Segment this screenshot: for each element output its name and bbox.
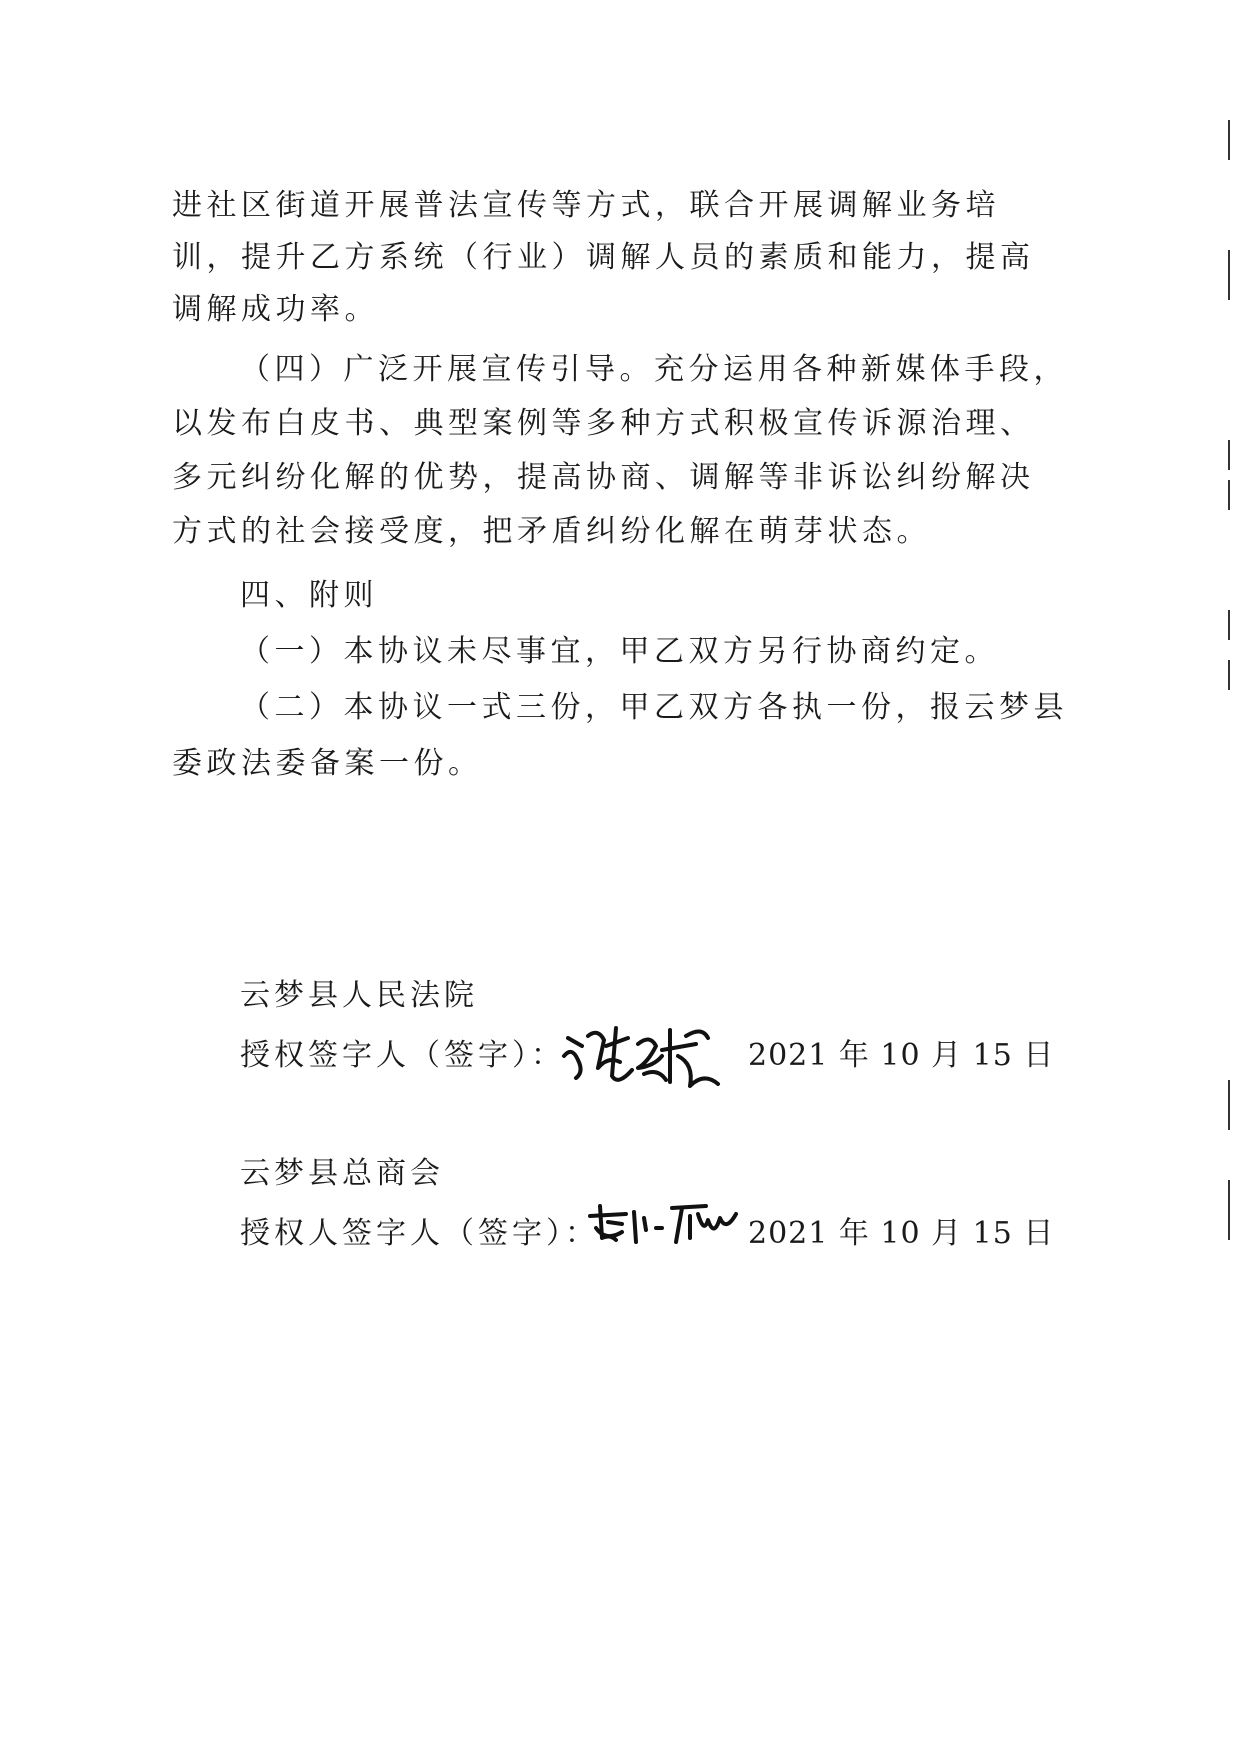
body-line: 委政法委备案一份。 bbox=[172, 746, 483, 781]
body-line: 调解成功率。 bbox=[172, 292, 379, 327]
scan-edge-mark bbox=[1228, 480, 1230, 510]
scan-edge-mark bbox=[1228, 250, 1230, 300]
scan-edge-mark bbox=[1228, 610, 1230, 640]
body-line: （四）广泛开展宣传引导。充分运用各种新媒体手段， bbox=[240, 352, 1068, 387]
scan-edge-mark bbox=[1228, 1080, 1230, 1130]
signer-org: 云梦县人民法院 bbox=[240, 978, 478, 1013]
section-heading: 四、附则 bbox=[240, 578, 378, 613]
body-line: 进社区街道开展普法宣传等方式，联合开展调解业务培 bbox=[172, 188, 1000, 223]
scan-edge-mark bbox=[1228, 1180, 1230, 1240]
signature-date: 2021 年 10 月 15 日 bbox=[748, 1216, 1055, 1251]
handwritten-signature bbox=[558, 1016, 728, 1096]
body-line: 多元纠纷化解的优势，提高协商、调解等非诉讼纠纷解决 bbox=[172, 460, 1035, 495]
scan-edge-mark bbox=[1228, 120, 1230, 160]
body-line: 方式的社会接受度，把矛盾纠纷化解在萌芽状态。 bbox=[172, 514, 931, 549]
body-line: 训，提升乙方系统（行业）调解人员的素质和能力，提高 bbox=[172, 240, 1035, 275]
body-line: （一）本协议未尽事宜，甲乙双方另行协商约定。 bbox=[240, 634, 999, 669]
signer-org: 云梦县总商会 bbox=[240, 1156, 444, 1191]
handwritten-signature bbox=[586, 1198, 756, 1258]
signer-label: 授权人签字人（签字）： bbox=[240, 1216, 599, 1251]
scan-edge-mark bbox=[1228, 440, 1230, 470]
scan-edge-mark bbox=[1228, 660, 1230, 690]
body-line: （二）本协议一式三份，甲乙双方各执一份，报云梦县 bbox=[240, 690, 1068, 725]
body-line: 以发布白皮书、典型案例等多种方式积极宣传诉源治理、 bbox=[172, 406, 1035, 441]
signature-date: 2021 年 10 月 15 日 bbox=[748, 1038, 1055, 1073]
signer-label: 授权签字人（签字）： bbox=[240, 1038, 565, 1073]
